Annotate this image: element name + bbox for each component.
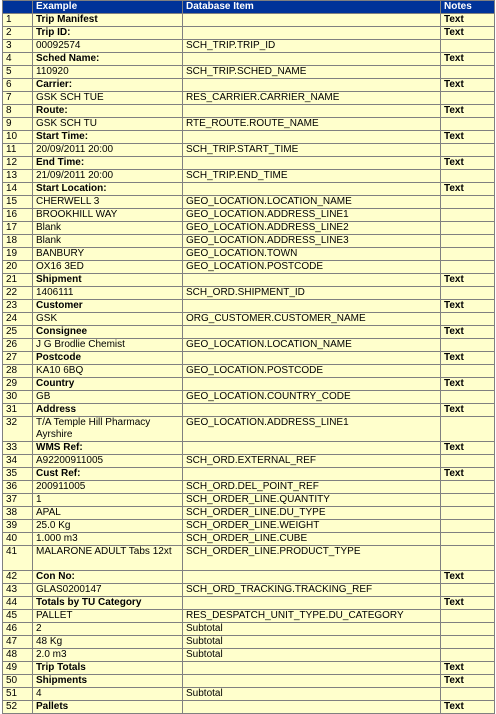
database-item-cell: GEO_LOCATION.LOCATION_NAME	[183, 339, 441, 352]
notes-cell	[441, 66, 495, 79]
row-number: 18	[3, 235, 33, 248]
table-row	[3, 623, 495, 636]
example-cell: 00092574	[33, 40, 183, 53]
table-row	[3, 533, 495, 546]
database-item-cell: SCH_ORD.EXTERNAL_REF	[183, 455, 441, 468]
table-row	[3, 183, 495, 196]
table-row	[3, 92, 495, 105]
example-cell: Shipment	[33, 274, 183, 287]
example-cell: 21/09/2011 20:00	[33, 170, 183, 183]
row-number: 10	[3, 131, 33, 144]
row-number: 19	[3, 248, 33, 261]
table-row	[3, 105, 495, 118]
notes-cell	[441, 546, 495, 571]
example-cell: Address	[33, 404, 183, 417]
trip-manifest-table	[2, 0, 495, 714]
table-row	[3, 365, 495, 378]
row-number: 13	[3, 170, 33, 183]
table-row	[3, 40, 495, 53]
database-item-cell: Subtotal	[183, 623, 441, 636]
example-cell: Trip Totals	[33, 662, 183, 675]
example-cell: GSK SCH TUE	[33, 92, 183, 105]
row-number: 36	[3, 481, 33, 494]
database-item-cell: SCH_TRIP.TRIP_ID	[183, 40, 441, 53]
notes-cell	[441, 455, 495, 468]
table-row	[3, 571, 495, 584]
table-row	[3, 701, 495, 714]
row-number: 46	[3, 623, 33, 636]
notes-cell: Text	[441, 404, 495, 417]
example-cell: Blank	[33, 222, 183, 235]
database-item-cell: SCH_ORD.SHIPMENT_ID	[183, 287, 441, 300]
table-row	[3, 636, 495, 649]
example-cell: MALARONE ADULT Tabs 12xt	[33, 546, 183, 571]
notes-cell	[441, 118, 495, 131]
row-number: 45	[3, 610, 33, 623]
database-item-cell	[183, 79, 441, 92]
example-cell: Country	[33, 378, 183, 391]
table-row	[3, 610, 495, 623]
database-item-cell: SCH_ORD.DEL_POINT_REF	[183, 481, 441, 494]
row-number: 1	[3, 14, 33, 27]
table-row	[3, 222, 495, 235]
row-number: 33	[3, 442, 33, 455]
row-number: 44	[3, 597, 33, 610]
notes-cell: Text	[441, 27, 495, 40]
table-row	[3, 248, 495, 261]
notes-cell: Text	[441, 105, 495, 118]
database-item-cell: GEO_LOCATION.POSTCODE	[183, 365, 441, 378]
example-cell: Start Time:	[33, 131, 183, 144]
example-cell: 110920	[33, 66, 183, 79]
database-item-cell: RES_DESPATCH_UNIT_TYPE.DU_CATEGORY	[183, 610, 441, 623]
notes-cell	[441, 209, 495, 222]
database-item-cell: Subtotal	[183, 649, 441, 662]
database-item-cell: RTE_ROUTE.ROUTE_NAME	[183, 118, 441, 131]
notes-cell	[441, 636, 495, 649]
example-cell: Totals by TU Category	[33, 597, 183, 610]
database-item-cell	[183, 274, 441, 287]
notes-cell	[441, 533, 495, 546]
notes-cell	[441, 649, 495, 662]
database-item-cell	[183, 675, 441, 688]
notes-cell: Text	[441, 157, 495, 170]
table-row	[3, 675, 495, 688]
example-cell: 2	[33, 623, 183, 636]
database-item-cell	[183, 468, 441, 481]
notes-cell: Text	[441, 442, 495, 455]
row-number: 32	[3, 417, 33, 442]
notes-cell	[441, 417, 495, 442]
notes-cell	[441, 610, 495, 623]
example-cell: Route:	[33, 105, 183, 118]
table-row	[3, 144, 495, 157]
database-item-cell	[183, 300, 441, 313]
table-row	[3, 391, 495, 404]
database-item-cell: SCH_ORDER_LINE.WEIGHT	[183, 520, 441, 533]
table-row	[3, 507, 495, 520]
database-item-cell: GEO_LOCATION.ADDRESS_LINE1	[183, 417, 441, 442]
row-number: 24	[3, 313, 33, 326]
example-cell: GB	[33, 391, 183, 404]
row-number: 4	[3, 53, 33, 66]
example-cell: PALLET	[33, 610, 183, 623]
table-row	[3, 649, 495, 662]
database-item-cell: GEO_LOCATION.ADDRESS_LINE2	[183, 222, 441, 235]
notes-cell: Text	[441, 701, 495, 714]
example-cell: Blank	[33, 235, 183, 248]
row-number: 20	[3, 261, 33, 274]
table-row	[3, 66, 495, 79]
notes-cell	[441, 688, 495, 701]
example-cell: Consignee	[33, 326, 183, 339]
table-row	[3, 417, 495, 442]
notes-cell: Text	[441, 183, 495, 196]
row-number: 29	[3, 378, 33, 391]
example-cell: GSK	[33, 313, 183, 326]
notes-cell	[441, 261, 495, 274]
row-number: 38	[3, 507, 33, 520]
table-row	[3, 481, 495, 494]
example-cell: 1.000 m3	[33, 533, 183, 546]
notes-cell	[441, 507, 495, 520]
example-cell: OX16 3ED	[33, 261, 183, 274]
notes-cell	[441, 623, 495, 636]
notes-cell: Text	[441, 597, 495, 610]
header-num	[3, 1, 33, 14]
example-cell: Sched Name:	[33, 53, 183, 66]
notes-cell	[441, 170, 495, 183]
example-cell: Trip ID:	[33, 27, 183, 40]
notes-cell	[441, 287, 495, 300]
notes-cell: Text	[441, 53, 495, 66]
table-row	[3, 235, 495, 248]
notes-cell: Text	[441, 378, 495, 391]
notes-cell: Text	[441, 274, 495, 287]
database-item-cell	[183, 131, 441, 144]
notes-cell	[441, 222, 495, 235]
example-cell: Carrier:	[33, 79, 183, 92]
example-cell: 48 Kg	[33, 636, 183, 649]
row-number: 16	[3, 209, 33, 222]
notes-cell: Text	[441, 352, 495, 365]
notes-cell	[441, 391, 495, 404]
table-row	[3, 442, 495, 455]
table-row	[3, 313, 495, 326]
table-row	[3, 468, 495, 481]
example-cell: CHERWELL 3	[33, 196, 183, 209]
row-number: 49	[3, 662, 33, 675]
notes-cell: Text	[441, 662, 495, 675]
example-cell: Con No:	[33, 571, 183, 584]
table-row	[3, 287, 495, 300]
table-row	[3, 53, 495, 66]
row-number: 28	[3, 365, 33, 378]
row-number: 8	[3, 105, 33, 118]
example-cell: Cust Ref:	[33, 468, 183, 481]
row-number: 39	[3, 520, 33, 533]
database-item-cell: GEO_LOCATION.POSTCODE	[183, 261, 441, 274]
header-notes: Notes	[441, 1, 495, 14]
row-number: 30	[3, 391, 33, 404]
row-number: 17	[3, 222, 33, 235]
row-number: 11	[3, 144, 33, 157]
header-example: Example	[33, 1, 183, 14]
notes-cell	[441, 520, 495, 533]
row-number: 51	[3, 688, 33, 701]
database-item-cell	[183, 404, 441, 417]
row-number: 12	[3, 157, 33, 170]
database-item-cell	[183, 326, 441, 339]
example-cell: Customer	[33, 300, 183, 313]
row-number: 22	[3, 287, 33, 300]
database-item-cell: Subtotal	[183, 636, 441, 649]
row-number: 42	[3, 571, 33, 584]
row-number: 41	[3, 546, 33, 571]
notes-cell: Text	[441, 468, 495, 481]
notes-cell	[441, 313, 495, 326]
table-row	[3, 584, 495, 597]
row-number: 48	[3, 649, 33, 662]
row-number: 26	[3, 339, 33, 352]
table-header-row	[3, 1, 495, 14]
database-item-cell: ORG_CUSTOMER.CUSTOMER_NAME	[183, 313, 441, 326]
example-cell: T/A Temple Hill Pharmacy Ayrshire	[33, 417, 183, 442]
notes-cell	[441, 92, 495, 105]
database-item-cell	[183, 183, 441, 196]
example-cell: Postcode	[33, 352, 183, 365]
database-item-cell	[183, 27, 441, 40]
example-cell: Trip Manifest	[33, 14, 183, 27]
table-row	[3, 339, 495, 352]
example-cell: BANBURY	[33, 248, 183, 261]
notes-cell: Text	[441, 131, 495, 144]
database-item-cell: GEO_LOCATION.ADDRESS_LINE1	[183, 209, 441, 222]
table-row	[3, 131, 495, 144]
row-number: 2	[3, 27, 33, 40]
example-cell: 25.0 Kg	[33, 520, 183, 533]
notes-cell	[441, 481, 495, 494]
table-row	[3, 662, 495, 675]
row-number: 35	[3, 468, 33, 481]
notes-cell: Text	[441, 571, 495, 584]
row-number: 25	[3, 326, 33, 339]
row-number: 9	[3, 118, 33, 131]
notes-cell	[441, 339, 495, 352]
database-item-cell	[183, 571, 441, 584]
table-row	[3, 546, 495, 571]
database-item-cell	[183, 442, 441, 455]
notes-cell: Text	[441, 300, 495, 313]
row-number: 14	[3, 183, 33, 196]
example-cell: Pallets	[33, 701, 183, 714]
table-row	[3, 404, 495, 417]
table-row	[3, 455, 495, 468]
table-row	[3, 27, 495, 40]
notes-cell	[441, 196, 495, 209]
header-database-item: Database Item	[183, 1, 441, 14]
row-number: 23	[3, 300, 33, 313]
row-number: 21	[3, 274, 33, 287]
notes-cell: Text	[441, 79, 495, 92]
row-number: 43	[3, 584, 33, 597]
table-row	[3, 326, 495, 339]
database-item-cell: SCH_ORDER_LINE.DU_TYPE	[183, 507, 441, 520]
row-number: 15	[3, 196, 33, 209]
example-cell: 4	[33, 688, 183, 701]
database-item-cell	[183, 105, 441, 118]
row-number: 3	[3, 40, 33, 53]
notes-cell	[441, 235, 495, 248]
database-item-cell	[183, 662, 441, 675]
database-item-cell: SCH_TRIP.START_TIME	[183, 144, 441, 157]
table-row	[3, 352, 495, 365]
row-number: 7	[3, 92, 33, 105]
notes-cell	[441, 144, 495, 157]
database-item-cell: GEO_LOCATION.TOWN	[183, 248, 441, 261]
table-row	[3, 170, 495, 183]
database-item-cell: GEO_LOCATION.COUNTRY_CODE	[183, 391, 441, 404]
table-row	[3, 378, 495, 391]
table-row	[3, 597, 495, 610]
notes-cell	[441, 248, 495, 261]
row-number: 27	[3, 352, 33, 365]
database-item-cell	[183, 701, 441, 714]
example-cell: GSK SCH TU	[33, 118, 183, 131]
example-cell: Shipments	[33, 675, 183, 688]
example-cell: BROOKHILL WAY	[33, 209, 183, 222]
example-cell: Start Location:	[33, 183, 183, 196]
notes-cell	[441, 40, 495, 53]
database-item-cell: SCH_ORDER_LINE.QUANTITY	[183, 494, 441, 507]
table-row	[3, 209, 495, 222]
notes-cell	[441, 584, 495, 597]
row-number: 34	[3, 455, 33, 468]
table-row	[3, 688, 495, 701]
database-item-cell	[183, 378, 441, 391]
table-row	[3, 520, 495, 533]
table-row	[3, 274, 495, 287]
row-number: 37	[3, 494, 33, 507]
row-number: 52	[3, 701, 33, 714]
example-cell: KA10 6BQ	[33, 365, 183, 378]
example-cell: 200911005	[33, 481, 183, 494]
example-cell: APAL	[33, 507, 183, 520]
row-number: 31	[3, 404, 33, 417]
example-cell: 1406111	[33, 287, 183, 300]
database-item-cell	[183, 157, 441, 170]
row-number: 6	[3, 79, 33, 92]
table-row	[3, 14, 495, 27]
database-item-cell: SCH_ORD_TRACKING.TRACKING_REF	[183, 584, 441, 597]
row-number: 5	[3, 66, 33, 79]
table-body	[3, 14, 495, 714]
database-item-cell: SCH_ORDER_LINE.PRODUCT_TYPE	[183, 546, 441, 571]
example-cell: A92200911005	[33, 455, 183, 468]
example-cell: End Time:	[33, 157, 183, 170]
table-row	[3, 300, 495, 313]
example-cell: 2.0 m3	[33, 649, 183, 662]
table-row	[3, 118, 495, 131]
row-number: 47	[3, 636, 33, 649]
database-item-cell: Subtotal	[183, 688, 441, 701]
database-item-cell	[183, 352, 441, 365]
table-row	[3, 261, 495, 274]
example-cell: WMS Ref:	[33, 442, 183, 455]
database-item-cell: SCH_ORDER_LINE.CUBE	[183, 533, 441, 546]
notes-cell: Text	[441, 14, 495, 27]
table-row	[3, 196, 495, 209]
database-item-cell: GEO_LOCATION.LOCATION_NAME	[183, 196, 441, 209]
notes-cell: Text	[441, 326, 495, 339]
notes-cell	[441, 494, 495, 507]
database-item-cell	[183, 53, 441, 66]
database-item-cell: GEO_LOCATION.ADDRESS_LINE3	[183, 235, 441, 248]
row-number: 40	[3, 533, 33, 546]
database-item-cell: SCH_TRIP.SCHED_NAME	[183, 66, 441, 79]
table-row	[3, 494, 495, 507]
database-item-cell: SCH_TRIP.END_TIME	[183, 170, 441, 183]
example-cell: 1	[33, 494, 183, 507]
database-item-cell: RES_CARRIER.CARRIER_NAME	[183, 92, 441, 105]
table-row	[3, 157, 495, 170]
notes-cell: Text	[441, 675, 495, 688]
notes-cell	[441, 365, 495, 378]
row-number: 50	[3, 675, 33, 688]
example-cell: 20/09/2011 20:00	[33, 144, 183, 157]
example-cell: J G Brodlie Chemist	[33, 339, 183, 352]
example-cell: GLAS0200147	[33, 584, 183, 597]
database-item-cell	[183, 14, 441, 27]
table-row	[3, 79, 495, 92]
database-item-cell	[183, 597, 441, 610]
